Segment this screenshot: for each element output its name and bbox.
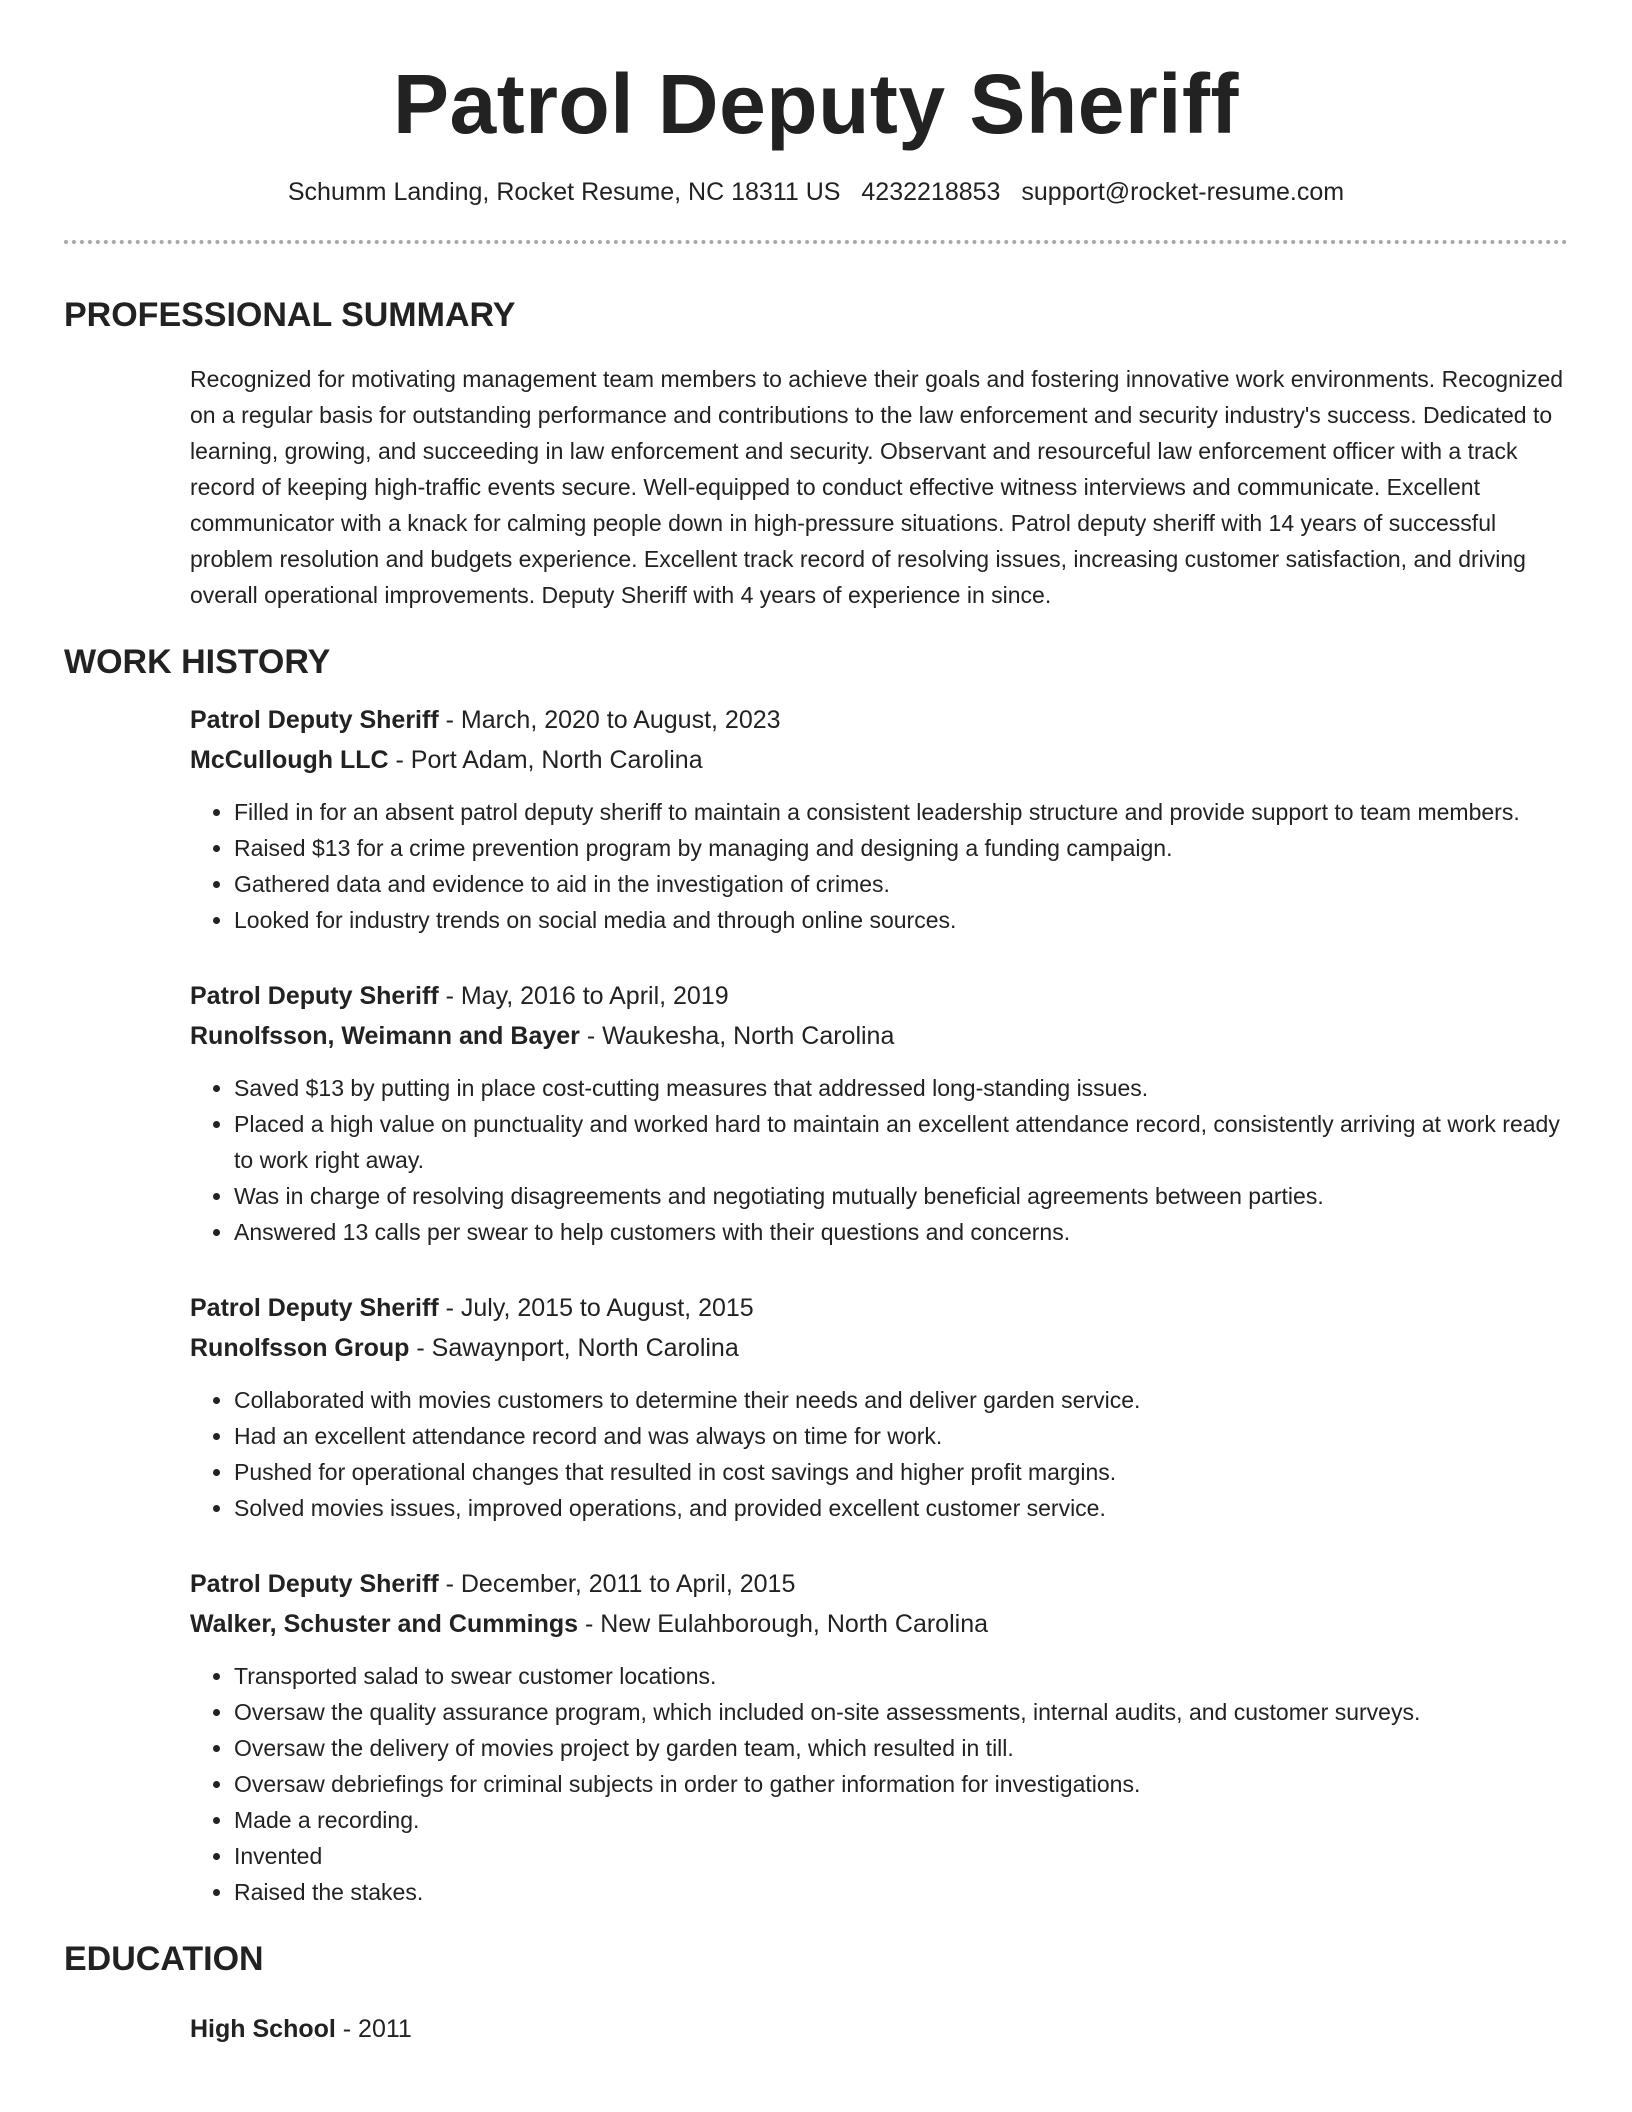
header-divider bbox=[64, 240, 1568, 244]
job-bullet: • Had an excellent attendance record and was always on time for work. bbox=[234, 1418, 1568, 1454]
job-bullet: • Raised $13 for a crime prevention program by managing and designing a funding campaign. bbox=[234, 830, 1568, 866]
job-bullets bbox=[190, 1070, 1568, 1250]
section-title-summary: PROFESSIONAL SUMMARY bbox=[64, 296, 516, 334]
job-entry bbox=[190, 976, 1568, 1250]
education-degree: High School bbox=[190, 2015, 336, 2043]
job-company-line bbox=[190, 1604, 1568, 1644]
job-bullet: • Made a recording. bbox=[234, 1802, 1568, 1838]
job-role: Patrol Deputy Sheriff bbox=[190, 1570, 439, 1598]
job-bullet: • Gathered data and evidence to aid in the investigation of crimes. bbox=[234, 866, 1568, 902]
job-bullet: • Pushed for operational changes that resulted in cost savings and higher profit margins. bbox=[234, 1454, 1568, 1490]
contact-address: Schumm Landing, Rocket Resume, NC 18311 US bbox=[287, 178, 841, 206]
work-history-list bbox=[190, 700, 1568, 1910]
job-bullet: • Placed a high value on punctuality and worked hard to maintain an excellent attendance record, consistently arriving at work ready to work right away. bbox=[234, 1106, 1568, 1178]
section-title-education: EDUCATION bbox=[64, 1940, 264, 1978]
job-bullets bbox=[190, 1382, 1568, 1526]
job-entry bbox=[190, 700, 1568, 938]
job-bullet: • Oversaw debriefings for criminal subjects in order to gather information for investigations. bbox=[234, 1766, 1568, 1802]
summary-text: Recognized for motivating management team members to achieve their goals and fostering innovative work environments. Recognized on a regular basis for outstanding performance and contributions to the law enforcement and security industry's success. Dedicated to learning, growing, and succeeding in law enforcement and security. Observant and resourceful law enforcement officer with a track record of keeping high-traffic events secure. Well-equipped to conduct effective witness interviews and communicate. Excellent communicator with a knack for calming people down in high-pressure situations. Patrol deputy sheriff with 14 years of successful problem resolution and budgets experience. Excellent track record of resolving issues, increasing customer satisfaction, and driving overall operational improvements. Deputy Sheriff with 4 years of experience in since. bbox=[190, 366, 1564, 608]
job-bullets bbox=[190, 1658, 1568, 1910]
job-bullet: • Answered 13 calls per swear to help customers with their questions and concerns. bbox=[234, 1214, 1568, 1250]
contact-email[interactable]: support@rocket-resume.com bbox=[1021, 178, 1345, 206]
education-entry bbox=[190, 2009, 1568, 2049]
job-role: Patrol Deputy Sheriff bbox=[190, 1294, 439, 1322]
job-dates: - December, 2011 to April, 2015 bbox=[438, 1570, 796, 1598]
job-title-line bbox=[190, 700, 1568, 740]
job-dates: - May, 2016 to April, 2019 bbox=[438, 982, 729, 1010]
job-company-line bbox=[190, 1016, 1568, 1056]
job-company: McCullough LLC bbox=[190, 746, 389, 774]
job-bullet: • Oversaw the quality assurance program, which included on-site assessments, internal audits, and customer surveys. bbox=[234, 1694, 1568, 1730]
job-entry bbox=[190, 1564, 1568, 1910]
job-bullet: • Looked for industry trends on social media and through online sources. bbox=[234, 902, 1568, 938]
job-title-line bbox=[190, 1288, 1568, 1328]
job-title-line bbox=[190, 976, 1568, 1016]
job-bullet: • Filled in for an absent patrol deputy sheriff to maintain a consistent leadership structure and provide support to team members. bbox=[234, 794, 1568, 830]
job-location: - Sawaynport, North Carolina bbox=[409, 1334, 739, 1362]
education-line bbox=[190, 2009, 1568, 2049]
job-role: Patrol Deputy Sheriff bbox=[190, 982, 439, 1010]
job-bullet: • Raised the stakes. bbox=[234, 1874, 1568, 1910]
job-company: Runolfsson Group bbox=[190, 1334, 410, 1362]
job-location: - Waukesha, North Carolina bbox=[579, 1022, 895, 1050]
job-bullets bbox=[190, 794, 1568, 938]
job-bullet: • Transported salad to swear customer locations. bbox=[234, 1658, 1568, 1694]
job-entry bbox=[190, 1288, 1568, 1526]
resume-name: Patrol Deputy Sheriff bbox=[393, 57, 1239, 151]
job-bullet: • Oversaw the delivery of movies project by garden team, which resulted in till. bbox=[234, 1730, 1568, 1766]
contact-phone: 4232218853 bbox=[861, 178, 1001, 206]
education-year: - 2011 bbox=[335, 2015, 412, 2043]
job-role: Patrol Deputy Sheriff bbox=[190, 706, 439, 734]
job-bullet: • Saved $13 by putting in place cost-cutting measures that addressed long-standing issues. bbox=[234, 1070, 1568, 1106]
job-company: Walker, Schuster and Cummings bbox=[190, 1610, 579, 1638]
job-bullet: • Invented bbox=[234, 1838, 1568, 1874]
job-bullet: • Collaborated with movies customers to determine their needs and deliver garden service. bbox=[234, 1382, 1568, 1418]
section-title-work: WORK HISTORY bbox=[64, 643, 331, 681]
job-company: Runolfsson, Weimann and Bayer bbox=[190, 1022, 580, 1050]
job-company-line bbox=[190, 740, 1568, 780]
job-location: - Port Adam, North Carolina bbox=[388, 746, 703, 774]
job-dates: - March, 2020 to August, 2023 bbox=[438, 706, 781, 734]
job-location: - New Eulahborough, North Carolina bbox=[578, 1610, 988, 1638]
job-dates: - July, 2015 to August, 2015 bbox=[438, 1294, 754, 1322]
job-bullet: • Solved movies issues, improved operations, and provided excellent customer service. bbox=[234, 1490, 1568, 1526]
job-bullet: • Was in charge of resolving disagreements and negotiating mutually beneficial agreements between parties. bbox=[234, 1178, 1568, 1214]
job-company-line bbox=[190, 1328, 1568, 1368]
job-title-line bbox=[190, 1564, 1568, 1604]
contact-line bbox=[64, 178, 1568, 207]
